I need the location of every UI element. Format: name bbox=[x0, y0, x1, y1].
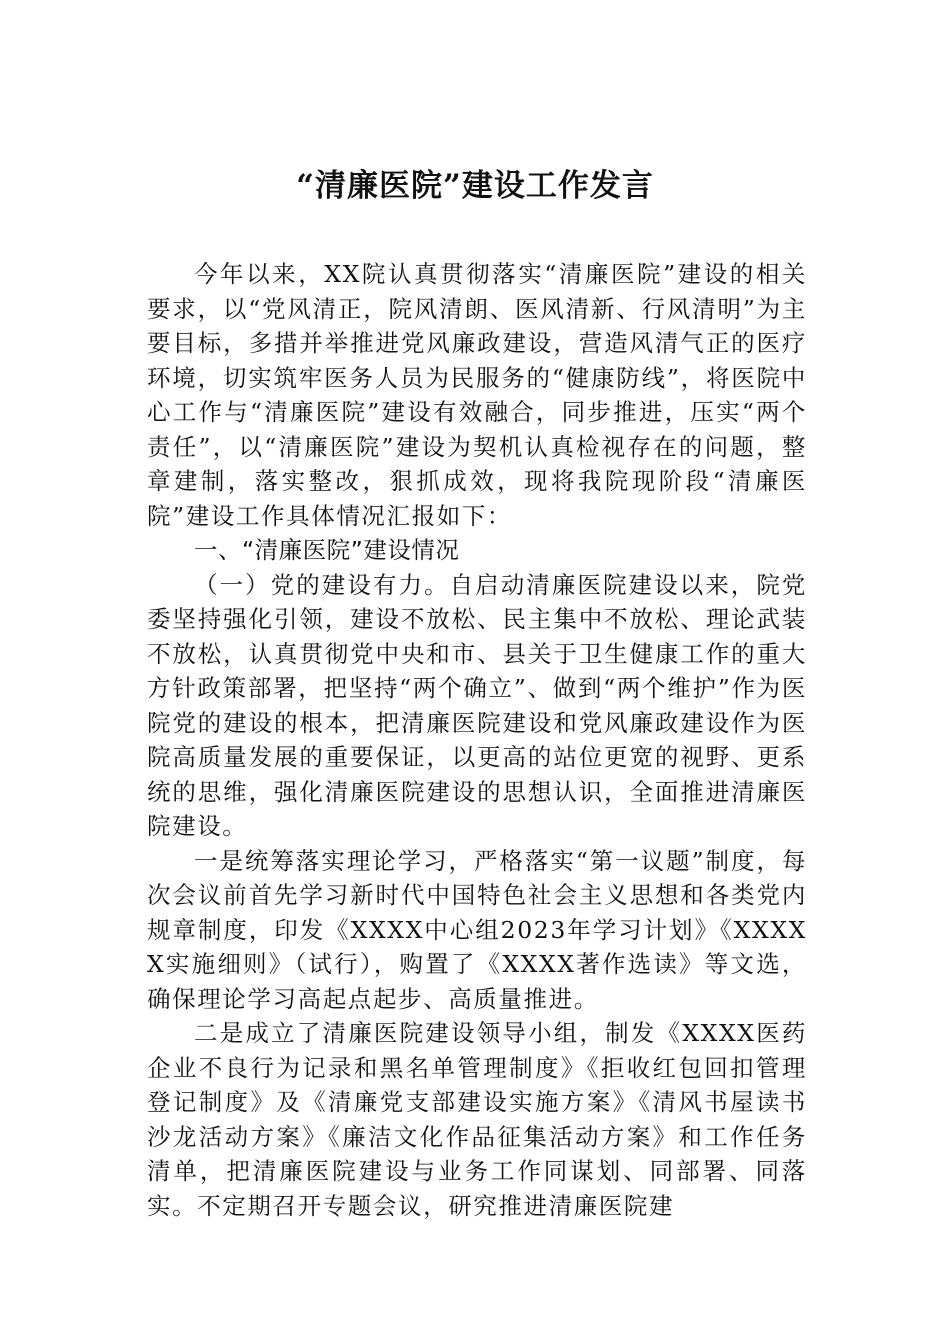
leadership-group-paragraph: 二是成立了清廉医院建设领导小组，制发《XXXX医药企业不良行为记录和黑名单管理制度》《拒收红包回扣管理登记制度》及《清廉党支部建设实施方案》《清风书屋读书沙龙活动方案》《廉洁文化作品征集活动方案》和工作任务清单，把清廉医院建设与业务工作同谋划、同部署、同落实。不定期召开专题会议，研究推进清廉医院建 bbox=[147, 1019, 807, 1220]
intro-paragraph: 今年以来，XX院认真贯彻落实“清廉医院”建设的相关要求，以“党风清正，院风清朗、医风清新、行风清明”为主要目标，多措并举推进党风廉政建设，营造风清气正的医疗环境，切实筑牢医务人员为民服务的“健康防线”，将医院中心工作与“清廉医院”建设有效融合，同步推进，压实“两个责任”，以“清廉医院”建设为契机认真检视存在的问题，整章建制，落实整改，狠抓成效，现将我院现阶段“清廉医院”建设工作具体情况汇报如下： bbox=[147, 260, 807, 530]
theory-study-paragraph: 一是统筹落实理论学习，严格落实“第一议题”制度，每次会议前首先学习新时代中国特色社会主义思想和各类党内规章制度，印发《XXXX中心组2023年学习计划》《XXXXX实施细则》（试行），购置了《XXXX著作选读》等文选，确保理论学习高起点起步、高质量推进。 bbox=[147, 846, 807, 1013]
document-title: “清廉医院”建设工作发言 bbox=[296, 168, 654, 204]
party-building-paragraph: （一）党的建设有力。自启动清廉医院建设以来，院党委坚持强化引领，建设不放松、民主集中不放松、理论武装不放松，认真贯彻党中央和市、县关于卫生健康工作的重大方针政策部署，把坚持“两个确立”、做到“两个维护”作为医院党的建设的根本，把清廉医院建设和党风廉政建设作为医院高质量发展的重要保证，以更高的站位更宽的视野、更系统的思维，强化清廉医院建设的思想认识，全面推进清廉医院建设。 bbox=[147, 570, 807, 840]
section-heading: 一、“清廉医院”建设情况 bbox=[194, 536, 460, 564]
document-body bbox=[147, 257, 807, 1223]
